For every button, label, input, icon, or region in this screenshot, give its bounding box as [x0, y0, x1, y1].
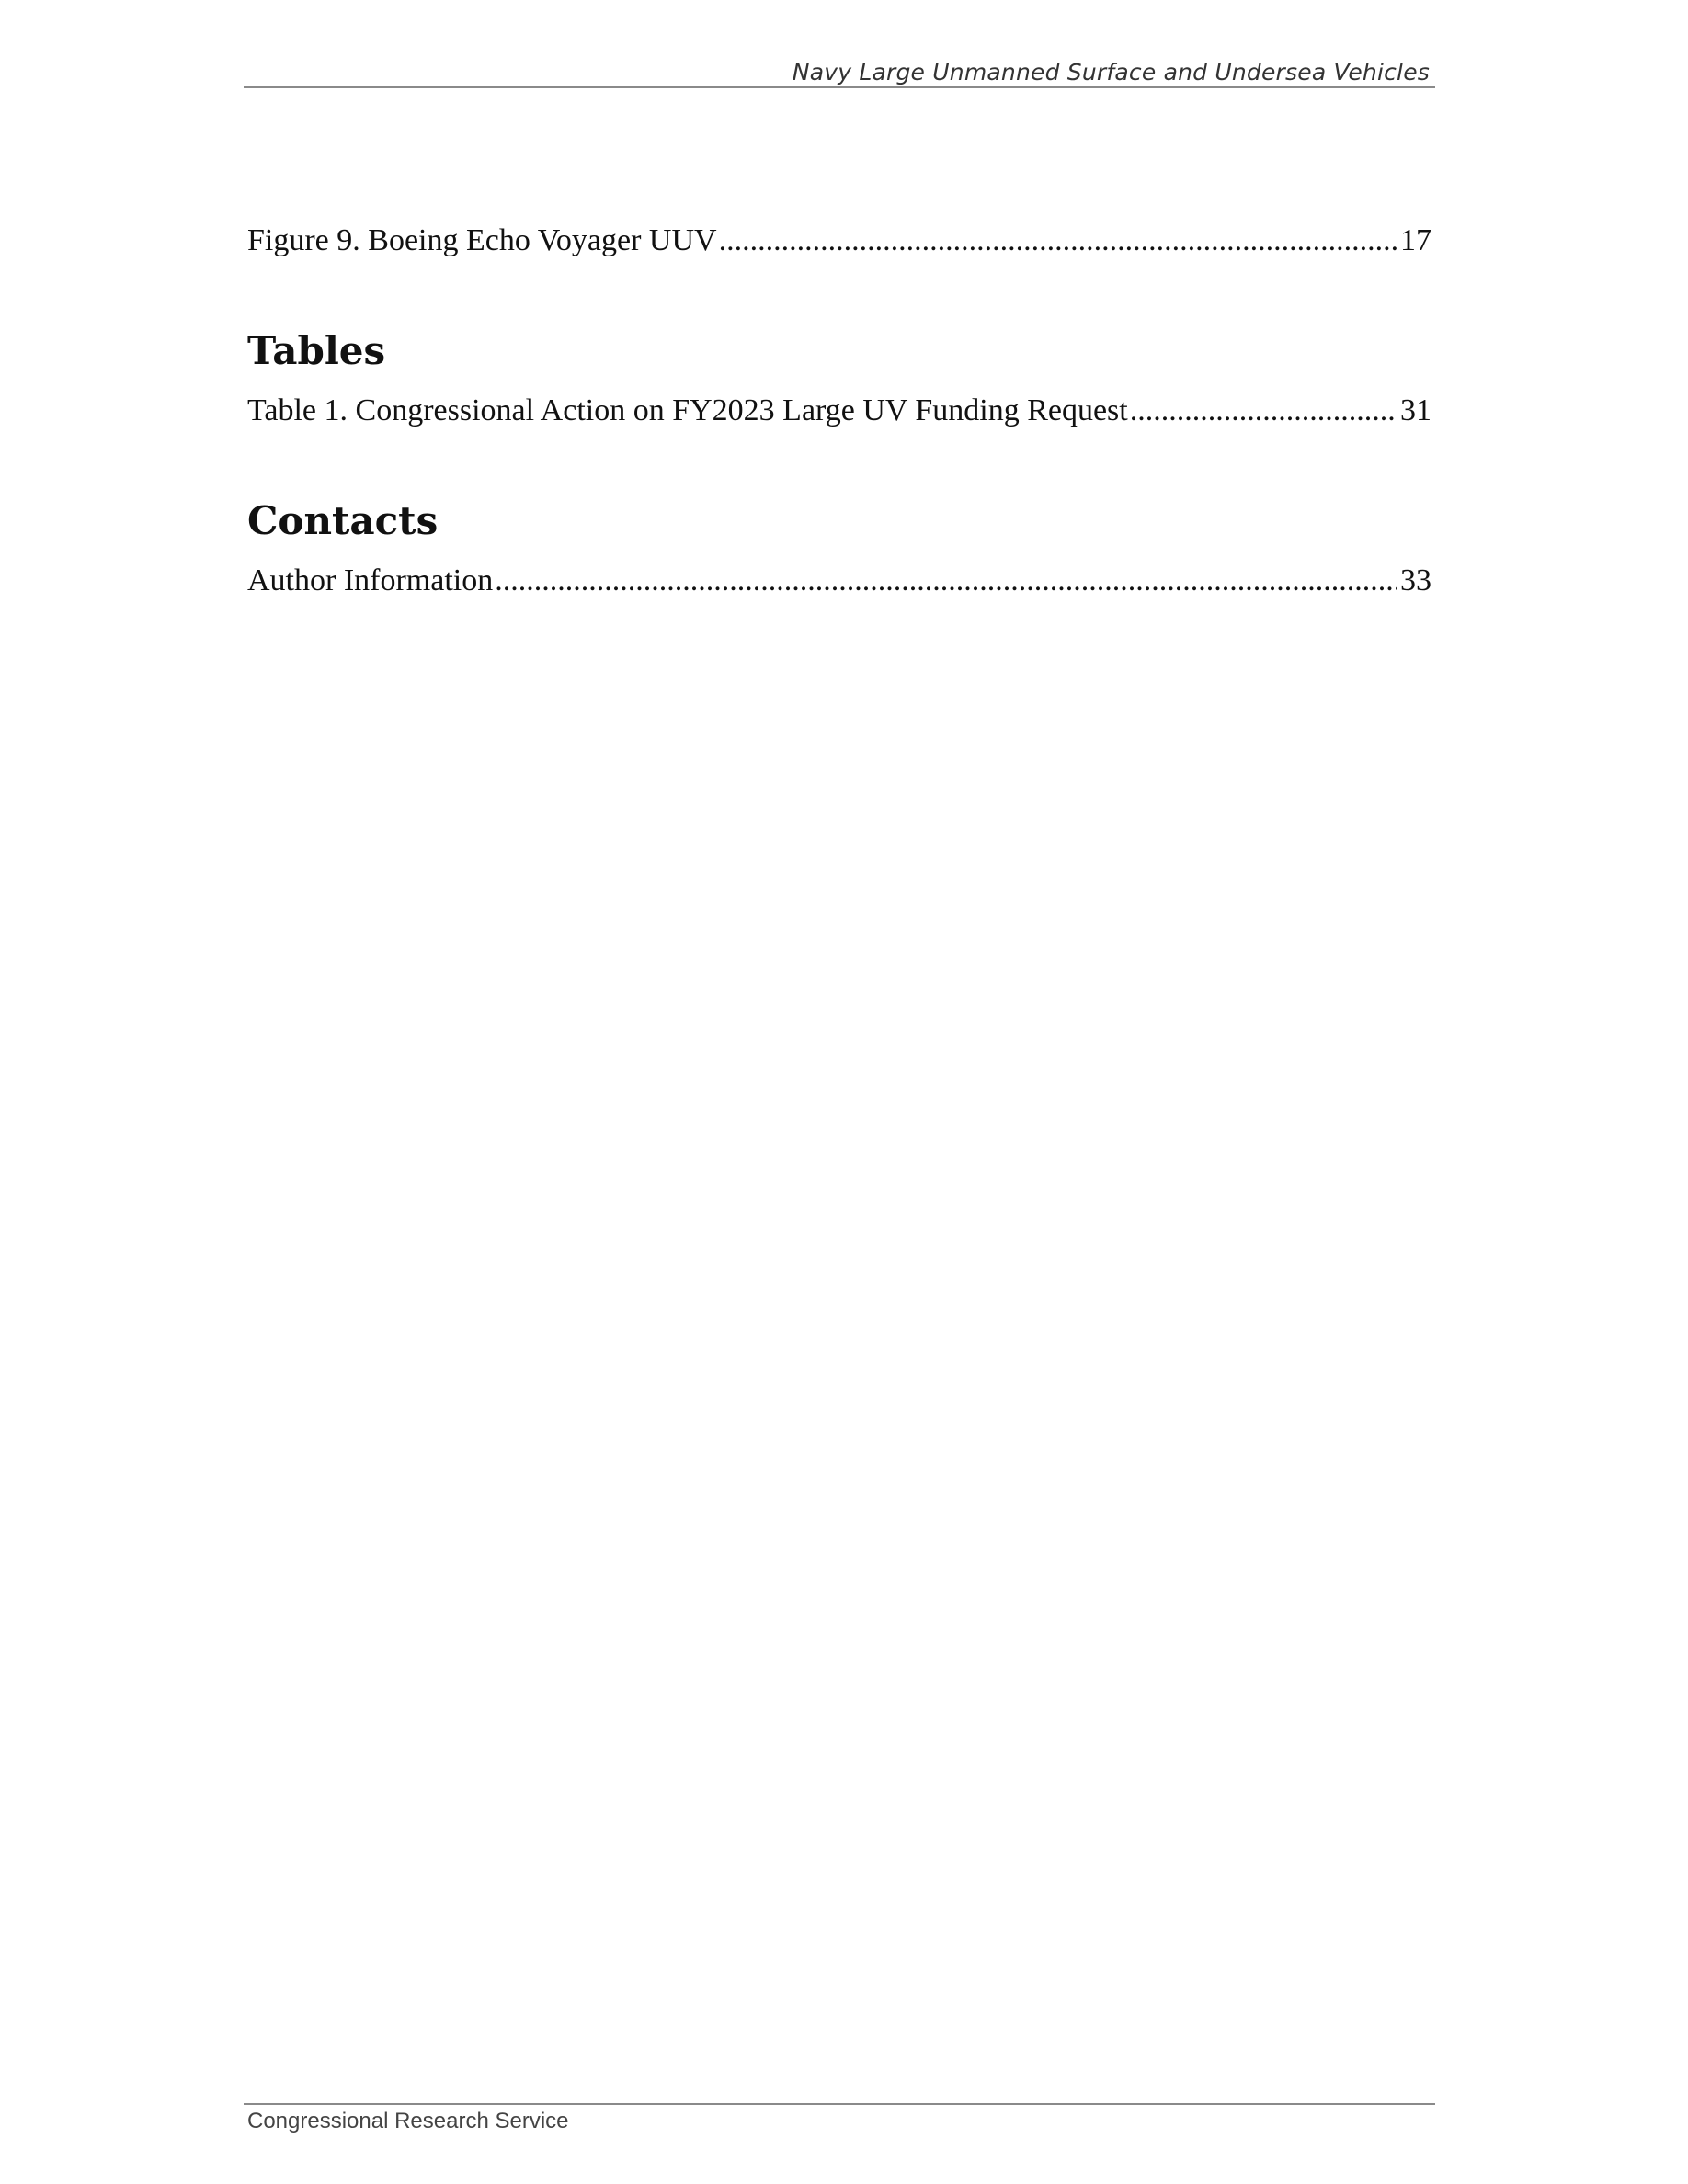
toc-entry-label: Table 1. Congressional Action on FY2023 Large UV Funding Request: [247, 393, 1128, 427]
toc-page-number: 33: [1400, 563, 1431, 597]
toc-page-number: 17: [1400, 223, 1431, 257]
dot-leader: [719, 222, 1397, 259]
toc-entry-figure-9[interactable]: [247, 222, 1431, 259]
toc-entry-label: Figure 9. Boeing Echo Voyager UUV: [247, 223, 717, 257]
toc-entry-label: Author Information: [247, 563, 494, 597]
dot-leader: [1130, 392, 1397, 429]
section-heading-tables: Tables: [247, 328, 386, 373]
toc-entry-table-1[interactable]: [247, 392, 1431, 429]
footer-text: Congressional Research Service: [247, 2109, 569, 2133]
toc-page-number: 31: [1400, 393, 1431, 427]
section-heading-contacts: Contacts: [247, 498, 439, 543]
page-footer: [244, 2103, 1435, 2133]
page-header: [244, 55, 1435, 88]
dot-leader: [495, 563, 1397, 599]
toc-entry-author-information[interactable]: [247, 563, 1431, 599]
running-title: Navy Large Unmanned Surface and Undersea Vehicles: [792, 59, 1430, 85]
